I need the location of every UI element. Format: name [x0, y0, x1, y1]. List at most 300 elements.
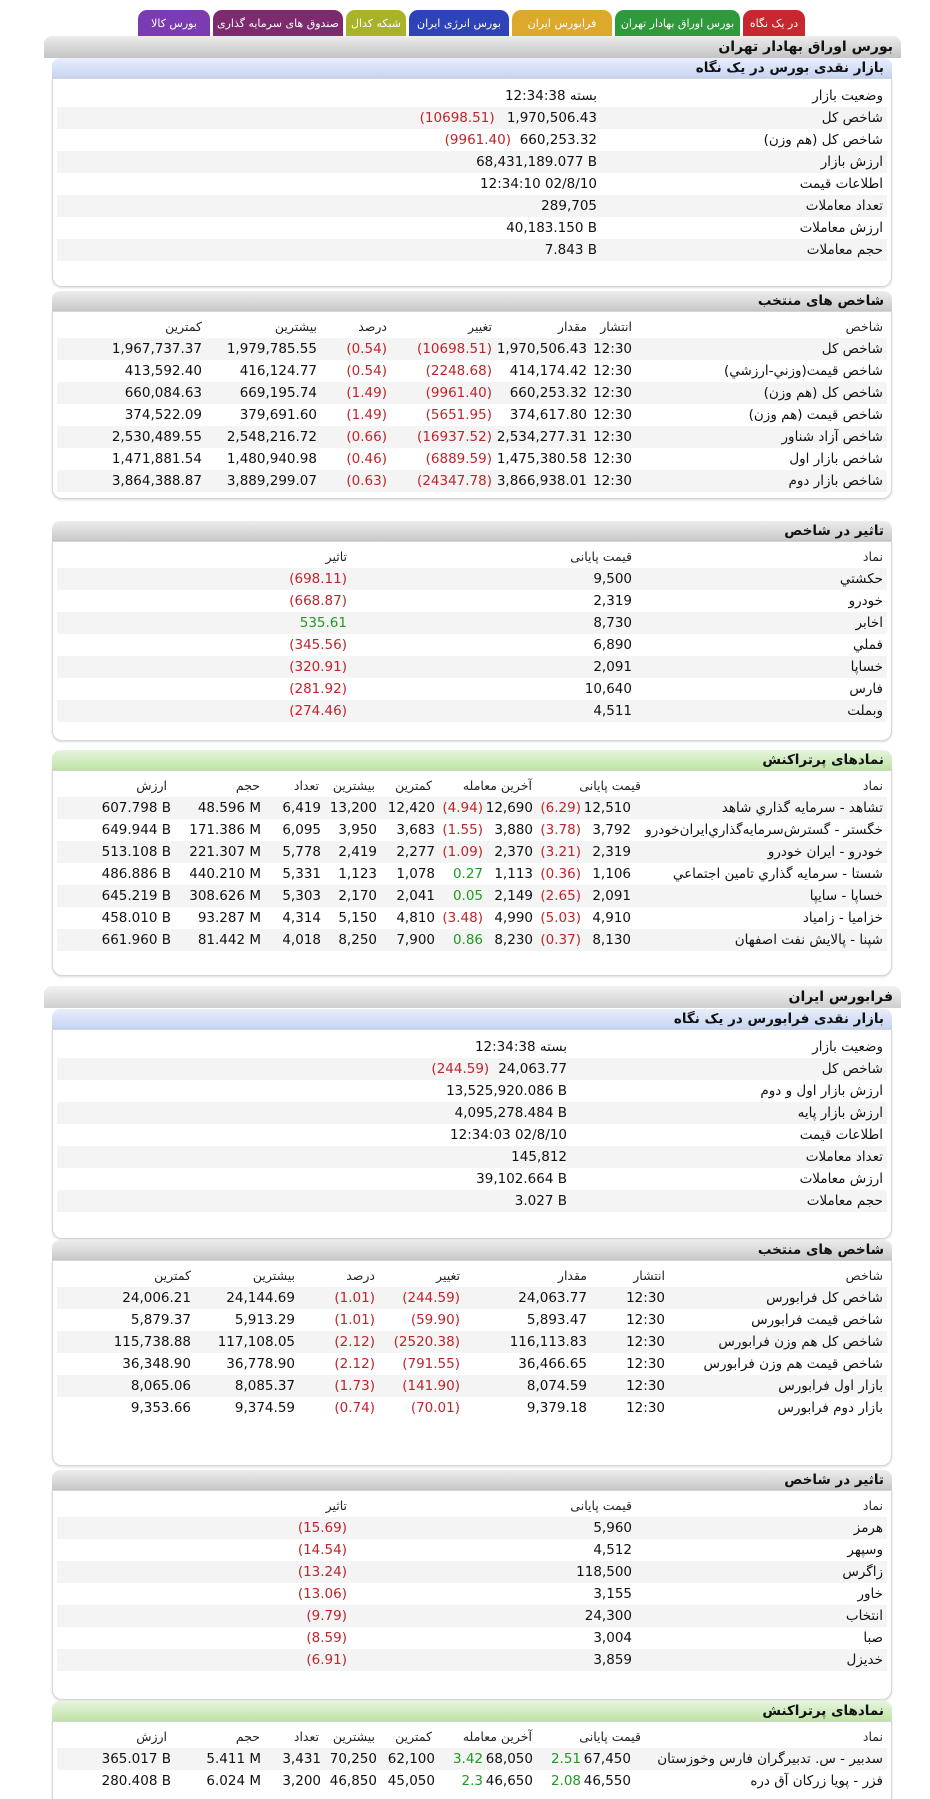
active-last-change: (1.09)	[442, 844, 483, 860]
index-high: 8,085.37	[234, 1378, 295, 1394]
active-price-change: (0.37)	[540, 932, 581, 948]
index-high: 669,195.74	[239, 385, 317, 401]
impact-row[interactable]	[57, 678, 887, 700]
glance-value: 13,525,920.086 B	[446, 1083, 567, 1099]
glance-row	[57, 239, 887, 261]
active-high: 3,950	[338, 822, 377, 838]
active-high: 8,250	[338, 932, 377, 948]
active-value: 645.219 B	[101, 888, 171, 904]
top-tabs	[130, 10, 805, 36]
impact-value: (13.06)	[297, 1586, 347, 1602]
index-amount: 414,174.42	[509, 363, 587, 379]
index-high: 5,913.29	[234, 1312, 295, 1328]
index-change: (59.90)	[410, 1312, 460, 1328]
active-symbol: تشاهد - سرمايه گذاري شاهد	[721, 800, 883, 816]
index-row[interactable]	[57, 1309, 887, 1331]
index-change: (2520.38)	[393, 1334, 460, 1350]
index-percent: (0.63)	[346, 473, 387, 489]
index-high: 9,374.59	[234, 1400, 295, 1416]
header-price: قیمت پایانی	[579, 778, 641, 793]
glance-value: 660,253.32	[519, 132, 597, 148]
glance-row	[57, 1146, 887, 1168]
index-amount: 8,074.59	[526, 1378, 587, 1394]
glance-row	[57, 1036, 887, 1058]
index-percent: (0.66)	[346, 429, 387, 445]
impact-row[interactable]	[57, 568, 887, 590]
tse-section-title: بورس اوراق بهادار تهران	[44, 36, 901, 58]
index-name: شاخص بازار دوم	[788, 473, 883, 489]
index-publish-time: 12:30	[626, 1378, 665, 1394]
index-amount: 660,253.32	[509, 385, 587, 401]
ifb-active-title: نمادهای پرتراکنش	[52, 1701, 892, 1721]
index-amount: 2,534,277.31	[496, 429, 587, 445]
index-percent: (1.01)	[334, 1290, 375, 1306]
header-name: شاخص	[845, 319, 883, 334]
index-low: 1,967,737.37	[111, 341, 202, 357]
header-count: تعداد	[293, 1729, 319, 1744]
active-count: 3,200	[282, 1773, 321, 1789]
index-name: شاخص قيمت (هم وزن)	[748, 407, 883, 423]
glance-value: 68,431,189.077 B	[476, 154, 597, 170]
header-impact: تاثیر	[325, 1498, 347, 1513]
active-row[interactable]	[57, 885, 887, 907]
header-last: آخرین معامله	[462, 778, 532, 793]
active-last-change: 0.05	[452, 888, 483, 904]
index-change: (10698.51)	[417, 341, 492, 357]
header-symbol: نماد	[862, 549, 883, 564]
active-header	[57, 775, 887, 797]
index-percent: (1.01)	[334, 1312, 375, 1328]
active-value: 513.108 B	[101, 844, 171, 860]
index-publish-time: 12:30	[593, 385, 632, 401]
index-amount: 5,893.47	[526, 1312, 587, 1328]
index-row[interactable]	[57, 1353, 887, 1375]
header-symbol: نماد	[862, 1498, 883, 1513]
index-percent: (0.74)	[334, 1400, 375, 1416]
index-change: (9961.40)	[425, 385, 492, 401]
glance-value: 7.843 B	[544, 242, 597, 258]
active-volume: 171.386 M	[189, 822, 261, 838]
index-percent: (0.46)	[346, 451, 387, 467]
active-row[interactable]	[57, 907, 887, 929]
index-percent: (1.49)	[346, 385, 387, 401]
active-row[interactable]	[57, 797, 887, 819]
active-last: 8,230	[494, 932, 533, 948]
index-amount: 36,466.65	[518, 1356, 587, 1372]
index-name: شاخص قيمت(وزني-ارزشي)	[724, 363, 883, 379]
active-low: 45,050	[387, 1773, 435, 1789]
header-impact: تاثیر	[325, 549, 347, 564]
index-row[interactable]	[57, 404, 887, 426]
index-change: (5651.95)	[425, 407, 492, 423]
glance-row	[57, 129, 887, 151]
index-percent: (0.54)	[346, 341, 387, 357]
tab-5[interactable]: صندوق های سرمایه گذاری	[213, 10, 343, 36]
index-publish-time: 12:30	[593, 451, 632, 467]
impact-value: (698.11)	[289, 571, 347, 587]
impact-price: 5,960	[593, 1520, 632, 1536]
impact-symbol: خديزل	[846, 1652, 883, 1668]
active-last: 46,650	[485, 1773, 533, 1789]
index-change: (6889.59)	[425, 451, 492, 467]
glance-label: اطلاعات قیمت	[799, 1127, 883, 1143]
index-low: 5,879.37	[130, 1312, 191, 1328]
index-name: بازار دوم فرابورس	[777, 1400, 883, 1416]
tse-indices-title: شاخص های منتخب	[52, 291, 892, 311]
header-last: آخرین معامله	[462, 1729, 532, 1744]
index-change: (244.59)	[402, 1290, 460, 1306]
impact-price: 3,155	[593, 1586, 632, 1602]
active-low: 62,100	[387, 1751, 435, 1767]
index-amount: 1,475,380.58	[496, 451, 587, 467]
index-name: بازار اول فرابورس	[778, 1378, 883, 1394]
impact-value: (668.87)	[289, 593, 347, 609]
glance-label: ارزش بازار پایه	[797, 1105, 883, 1121]
index-percent: (1.73)	[334, 1378, 375, 1394]
header-low: کمترین	[154, 1268, 191, 1283]
index-low: 24,006.21	[122, 1290, 191, 1306]
header-count: تعداد	[293, 778, 319, 793]
active-price-change: (2.65)	[540, 888, 581, 904]
header-high: بیشترین	[332, 1729, 375, 1744]
active-price-change: 2.51	[550, 1751, 581, 1767]
active-high: 1,123	[338, 866, 377, 882]
active-low: 1,078	[396, 866, 435, 882]
index-publish-time: 12:30	[593, 341, 632, 357]
tab-1[interactable]: بورس اوراق بهادار تهران	[615, 10, 740, 36]
header-amount: مقدار	[557, 319, 587, 334]
glance-label: ارزش بازار	[820, 154, 883, 170]
tab-2[interactable]: فرابورس ایران	[512, 10, 612, 36]
header-high: بیشترین	[332, 778, 375, 793]
header-high: بیشترین	[252, 1268, 295, 1283]
active-last-change: 0.27	[452, 866, 483, 882]
impact-symbol: خاور	[857, 1586, 883, 1602]
header-name: شاخص	[845, 1268, 883, 1283]
header-low: کمترین	[395, 1729, 432, 1744]
impact-value: 535.61	[299, 615, 347, 631]
glance-row	[57, 107, 887, 129]
active-row[interactable]	[57, 841, 887, 863]
index-row[interactable]	[57, 1375, 887, 1397]
impact-row[interactable]	[57, 612, 887, 634]
active-symbol: سدبير - س. تدبيرگران فارس وخوزستان	[657, 1751, 883, 1767]
index-publish-time: 12:30	[626, 1290, 665, 1306]
header-pub: انتشار	[633, 1268, 665, 1283]
glance-value: 3.027 B	[514, 1193, 567, 1209]
index-change: (24347.78)	[417, 473, 492, 489]
active-low: 3,683	[396, 822, 435, 838]
index-high: 1,480,940.98	[226, 451, 317, 467]
header-price: قیمت پایانی	[570, 1498, 632, 1513]
glance-label: ارزش معاملات	[799, 1171, 883, 1187]
impact-symbol: خودرو	[848, 593, 883, 609]
glance-row	[57, 1190, 887, 1212]
index-low: 660,084.63	[124, 385, 202, 401]
tse-glance-title: بازار نقدی بورس در یک نگاه	[52, 58, 892, 78]
active-row[interactable]	[57, 929, 887, 951]
index-row[interactable]	[57, 470, 887, 492]
active-low: 7,900	[396, 932, 435, 948]
active-row[interactable]	[57, 863, 887, 885]
active-last: 68,050	[485, 1751, 533, 1767]
ifb-active-panel	[52, 1721, 892, 1799]
glance-row	[57, 1080, 887, 1102]
tse-impact-panel	[52, 541, 892, 741]
index-high: 36,778.90	[226, 1356, 295, 1372]
index-low: 9,353.66	[130, 1400, 191, 1416]
index-low: 36,348.90	[122, 1356, 191, 1372]
active-high: 2,419	[338, 844, 377, 860]
active-price-change: (0.36)	[540, 866, 581, 882]
header-low: کمترین	[165, 319, 202, 334]
active-last: 1,113	[494, 866, 533, 882]
impact-row[interactable]	[57, 1605, 887, 1627]
active-count: 5,303	[282, 888, 321, 904]
active-row[interactable]	[57, 819, 887, 841]
active-last-change: 3.42	[452, 1751, 483, 1767]
tse-indices-panel	[52, 311, 892, 499]
header-pub: انتشار	[600, 319, 632, 334]
impact-row[interactable]	[57, 1517, 887, 1539]
indices-header	[57, 1265, 887, 1287]
active-row[interactable]	[57, 1770, 887, 1792]
index-percent: (1.49)	[346, 407, 387, 423]
index-publish-time: 12:30	[626, 1312, 665, 1328]
index-publish-time: 12:30	[593, 407, 632, 423]
impact-header	[57, 1495, 887, 1517]
impact-symbol: اخابر	[855, 615, 883, 631]
impact-symbol: وبملت	[847, 703, 883, 719]
index-row[interactable]	[57, 1331, 887, 1353]
active-row[interactable]	[57, 1748, 887, 1770]
impact-row[interactable]	[57, 590, 887, 612]
tab-6[interactable]: بورس کالا	[138, 10, 210, 36]
index-name: شاخص کل فرابورس	[766, 1290, 883, 1306]
impact-price: 8,730	[593, 615, 632, 631]
index-percent: (2.12)	[334, 1334, 375, 1350]
glance-value: 289,705	[541, 198, 597, 214]
ifb-indices-title: شاخص های منتخب	[52, 1240, 892, 1260]
active-value: 365.017 B	[101, 1751, 171, 1767]
index-row[interactable]	[57, 360, 887, 382]
impact-symbol: هرمز	[853, 1520, 883, 1536]
index-change: (791.55)	[402, 1356, 460, 1372]
active-last-change: 0.86	[452, 932, 483, 948]
active-low: 4,810	[396, 910, 435, 926]
index-change: (70.01)	[410, 1400, 460, 1416]
impact-value: (281.92)	[289, 681, 347, 697]
glance-label: اطلاعات قیمت	[799, 176, 883, 192]
index-high: 416,124.77	[239, 363, 317, 379]
impact-row[interactable]	[57, 1539, 887, 1561]
active-value: 486.886 B	[101, 866, 171, 882]
index-low: 413,592.40	[124, 363, 202, 379]
index-amount: 374,617.80	[509, 407, 587, 423]
glance-change: (9961.40)	[444, 132, 511, 148]
impact-value: (345.56)	[289, 637, 347, 653]
impact-value: (15.69)	[297, 1520, 347, 1536]
active-price: 4,910	[592, 910, 631, 926]
header-value: ارزش	[136, 778, 167, 793]
header-high: بیشترین	[274, 319, 317, 334]
active-price: 67,450	[583, 1751, 631, 1767]
impact-row[interactable]	[57, 1627, 887, 1649]
impact-symbol: حكشتي	[839, 571, 883, 587]
glance-row	[57, 151, 887, 173]
index-name: شاخص قیمت فرابورس	[751, 1312, 883, 1328]
tab-3[interactable]: بورس انرژی ایران	[409, 10, 509, 36]
index-amount: 24,063.77	[518, 1290, 587, 1306]
impact-value: (9.79)	[306, 1608, 347, 1624]
active-volume: 48.596 M	[197, 800, 261, 816]
header-symbol: نماد	[862, 1729, 883, 1744]
index-row[interactable]	[57, 382, 887, 404]
index-publish-time: 12:30	[593, 363, 632, 379]
active-symbol: فزر - پويا زركان آق دره	[750, 1773, 883, 1789]
active-last-change: (3.48)	[442, 910, 483, 926]
glance-label: حجم معاملات	[806, 242, 883, 258]
active-high: 2,170	[338, 888, 377, 904]
index-high: 3,889,299.07	[226, 473, 317, 489]
active-low: 2,041	[396, 888, 435, 904]
active-price: 1,106	[592, 866, 631, 882]
impact-price: 3,859	[593, 1652, 632, 1668]
index-row[interactable]	[57, 448, 887, 470]
impact-row[interactable]	[57, 1583, 887, 1605]
index-publish-time: 12:30	[593, 429, 632, 445]
impact-value: (13.24)	[297, 1564, 347, 1580]
active-symbol: خزاميا - زامياد	[802, 910, 883, 926]
glance-value: بسته 12:34:38	[474, 1039, 567, 1055]
impact-price: 4,512	[593, 1542, 632, 1558]
index-row[interactable]	[57, 426, 887, 448]
active-value: 649.944 B	[101, 822, 171, 838]
impact-symbol: وسپهر	[847, 1542, 883, 1558]
active-price-change: (3.78)	[540, 822, 581, 838]
header-value: ارزش	[136, 1729, 167, 1744]
impact-value: (274.46)	[289, 703, 347, 719]
active-high: 13,200	[329, 800, 377, 816]
index-name: شاخص قیمت هم وزن فرابورس	[703, 1356, 883, 1372]
index-row[interactable]	[57, 338, 887, 360]
active-count: 5,778	[282, 844, 321, 860]
index-publish-time: 12:30	[626, 1356, 665, 1372]
impact-row[interactable]	[57, 634, 887, 656]
index-amount: 9,379.18	[526, 1400, 587, 1416]
active-symbol: خگستر - گسترش‌سرمايه‌گذاري‌ايران‌خودرو	[645, 822, 883, 838]
glance-label: شاخص کل	[821, 1061, 883, 1077]
active-header	[57, 1726, 887, 1748]
tse-active-panel	[52, 770, 892, 976]
index-change: (141.90)	[402, 1378, 460, 1394]
active-last-change: 2.3	[461, 1773, 483, 1789]
glance-row	[57, 1168, 887, 1190]
active-last-change: (4.94)	[442, 800, 483, 816]
active-value: 280.408 B	[101, 1773, 171, 1789]
ifb-glance-title: بازار نقدی فرابورس در یک نگاه	[52, 1009, 892, 1029]
tab-4[interactable]: شبکه کدال	[346, 10, 406, 36]
tab-0[interactable]: در یک نگاه	[743, 10, 805, 36]
index-publish-time: 12:30	[626, 1400, 665, 1416]
index-high: 2,548,216.72	[226, 429, 317, 445]
impact-symbol: زاگرس	[842, 1564, 883, 1580]
header-symbol: نماد	[862, 778, 883, 793]
impact-row[interactable]	[57, 1649, 887, 1671]
glance-value: 12:34:10 02/8/10	[480, 176, 597, 192]
active-symbol: شپنا - پالايش نفت اصفهان	[734, 932, 883, 948]
glance-label: وضعیت بازار	[812, 88, 883, 104]
index-row[interactable]	[57, 1397, 887, 1419]
index-percent: (2.12)	[334, 1356, 375, 1372]
active-count: 6,419	[282, 800, 321, 816]
impact-row[interactable]	[57, 1561, 887, 1583]
active-count: 4,018	[282, 932, 321, 948]
glance-value: 1,970,506.43	[506, 110, 597, 126]
glance-value: بسته 12:34:38	[504, 88, 597, 104]
active-price: 2,091	[592, 888, 631, 904]
active-volume: 6.024 M	[206, 1773, 261, 1789]
header-pct: درصد	[358, 319, 387, 334]
header-vol: حجم	[235, 778, 260, 793]
active-high: 70,250	[329, 1751, 377, 1767]
glance-label: تعداد معاملات	[805, 1149, 883, 1165]
ifb-section-title: فرابورس ایران	[44, 986, 901, 1008]
glance-row	[57, 195, 887, 217]
impact-price: 2,091	[593, 659, 632, 675]
index-publish-time: 12:30	[626, 1334, 665, 1350]
impact-price: 9,500	[593, 571, 632, 587]
impact-value: (320.91)	[289, 659, 347, 675]
index-name: شاخص بازار اول	[789, 451, 883, 467]
impact-symbol: فملي	[853, 637, 883, 653]
index-low: 115,738.88	[113, 1334, 191, 1350]
index-change: (2248.68)	[425, 363, 492, 379]
glance-label: ارزش معاملات	[799, 220, 883, 236]
active-count: 4,314	[282, 910, 321, 926]
index-name: شاخص کل (هم وزن)	[763, 385, 883, 401]
active-high: 5,150	[338, 910, 377, 926]
glance-value: 40,183.150 B	[506, 220, 597, 236]
index-high: 24,144.69	[226, 1290, 295, 1306]
active-low: 2,277	[396, 844, 435, 860]
active-last: 3,880	[494, 822, 533, 838]
active-price-change: (3.21)	[540, 844, 581, 860]
active-symbol: شستا - سرمايه گذاري تامين اجتماعي	[672, 866, 883, 882]
index-high: 379,691.60	[239, 407, 317, 423]
glance-label: ارزش بازار اول و دوم	[760, 1083, 883, 1099]
active-count: 6,095	[282, 822, 321, 838]
active-value: 458.010 B	[101, 910, 171, 926]
glance-row	[57, 1102, 887, 1124]
index-row[interactable]	[57, 1287, 887, 1309]
active-last-change: (1.55)	[442, 822, 483, 838]
tse-glance-panel	[52, 78, 892, 287]
active-symbol: خودرو - ايران‌ خودرو	[767, 844, 883, 860]
glance-label: وضعیت بازار	[812, 1039, 883, 1055]
impact-row[interactable]	[57, 656, 887, 678]
glance-value: 24,063.77	[498, 1061, 567, 1077]
impact-header	[57, 546, 887, 568]
active-count: 5,331	[282, 866, 321, 882]
tse-active-title: نمادهای پرتراکنش	[52, 750, 892, 770]
active-price: 12,510	[583, 800, 631, 816]
ifb-indices-panel	[52, 1260, 892, 1466]
impact-row[interactable]	[57, 700, 887, 722]
impact-price: 3,004	[593, 1630, 632, 1646]
header-price: قیمت پایانی	[579, 1729, 641, 1744]
active-last: 12,690	[485, 800, 533, 816]
